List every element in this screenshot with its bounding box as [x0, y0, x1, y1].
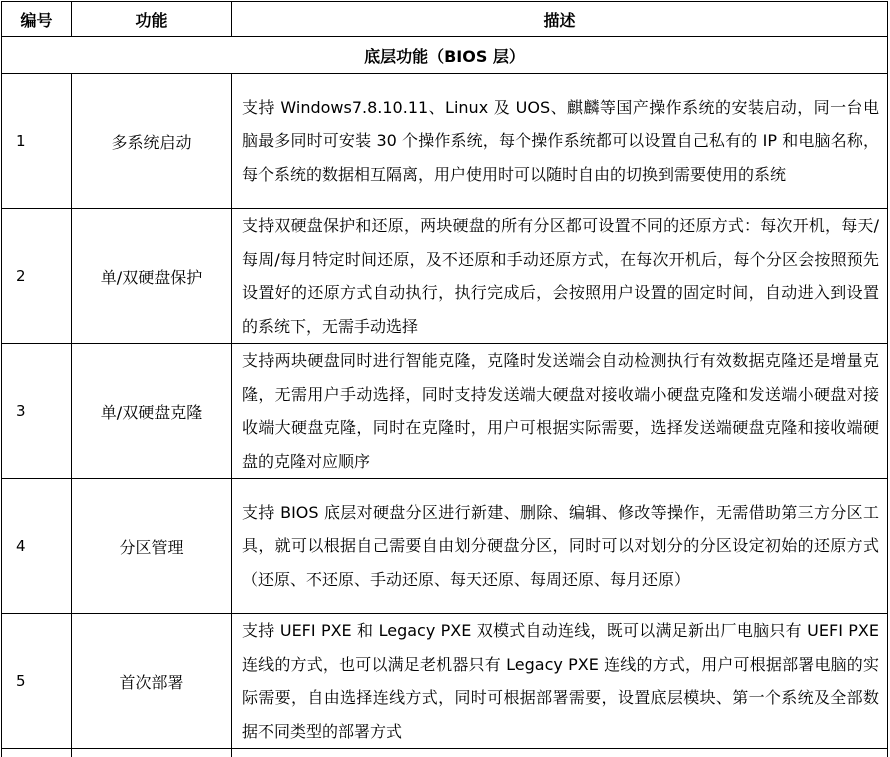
table-row — [2, 614, 888, 749]
section-title: 底层功能（BIOS 层） — [2, 37, 888, 74]
header-row — [2, 2, 888, 37]
stub-cell — [2, 749, 72, 757]
row-number: 4 — [2, 479, 72, 614]
table-row — [2, 344, 888, 479]
row-number: 2 — [2, 209, 72, 344]
row-function: 单/双硬盘克隆 — [72, 344, 232, 479]
row-function: 分区管理 — [72, 479, 232, 614]
table-row — [2, 74, 888, 209]
table-row — [2, 209, 888, 344]
header-number: 编号 — [2, 2, 72, 37]
table-row-continued — [2, 749, 888, 757]
table-row — [2, 479, 888, 614]
row-number: 3 — [2, 344, 72, 479]
section-row — [2, 37, 888, 74]
row-description: 支持 Windows7.8.10.11、Linux 及 UOS、麒麟等国产操作系统的安装启动，同一台电脑最多同时可安装 30 个操作系统，每个操作系统都可以设置自己私有的 IP 和电脑名称，每个系统的数据相互隔离，用户使用时可以随时自由的切换到需要使用的系统 — [232, 74, 888, 209]
stub-cell — [232, 749, 888, 757]
row-description: 支持 BIOS 底层对硬盘分区进行新建、删除、编辑、修改等操作，无需借助第三方分区工具，就可以根据自己需要自由划分硬盘分区，同时可以对划分的分区设定初始的还原方式（还原、不还原、手动还原、每天还原、每周还原、每月还原） — [232, 479, 888, 614]
row-function: 单/双硬盘保护 — [72, 209, 232, 344]
row-description: 支持 UEFI PXE 和 Legacy PXE 双模式自动连线，既可以满足新出厂电脑只有 UEFI PXE 连线的方式，也可以满足老机器只有 Legacy PXE 连线的方式，用户可根据部署电脑的实际需要，自由选择连线方式，同时可根据部署需要，设置底层模块、第一个系统及全部数据不同类型的部署方式 — [232, 614, 888, 749]
header-function: 功能 — [72, 2, 232, 37]
stub-cell — [72, 749, 232, 757]
row-function: 首次部署 — [72, 614, 232, 749]
row-number: 5 — [2, 614, 72, 749]
row-function: 多系统启动 — [72, 74, 232, 209]
row-description: 支持两块硬盘同时进行智能克隆，克隆时发送端会自动检测执行有效数据克隆还是增量克隆，无需用户手动选择，同时支持发送端大硬盘对接收端小硬盘克隆和发送端小硬盘对接收端大硬盘克隆，同时在克隆时，用户可根据实际需要，选择发送端硬盘克隆和接收端硬盘的克隆对应顺序 — [232, 344, 888, 479]
spec-table — [1, 1, 888, 757]
header-description: 描述 — [232, 2, 888, 37]
row-description: 支持双硬盘保护和还原，两块硬盘的所有分区都可设置不同的还原方式：每次开机，每天/每周/每月特定时间还原，及不还原和手动还原方式，在每次开机后，每个分区会按照预先设置好的还原方式自动执行，执行完成后，会按照用户设置的固定时间，自动进入到设置的系统下，无需手动选择 — [232, 209, 888, 344]
row-number: 1 — [2, 74, 72, 209]
